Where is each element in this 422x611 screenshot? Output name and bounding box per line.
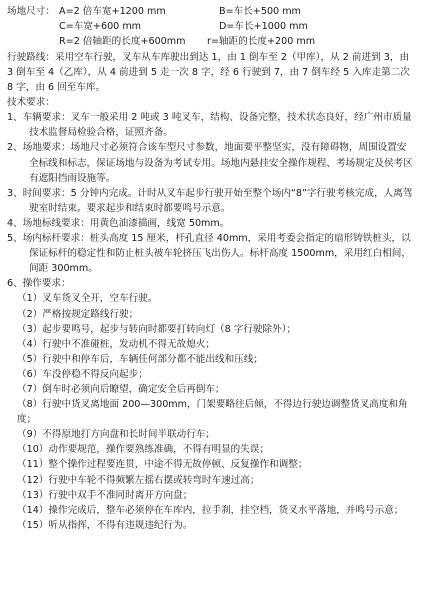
formula-a: A=2 倍车宽+1200 mm <box>59 6 166 17</box>
site-size-row-1 <box>7 4 414 19</box>
tech-item-4: 4、场地标线要求：用黄色油漆描画，线宽 50mm。 <box>7 217 230 229</box>
tech-item-3: 3、时间要求：5 分钟内完成。计时从叉车起步行驶开始至整个场内“8”字行驶考核完成，人离驾驶室时结束。要求起步和结束时都要鸣号示意。 <box>7 187 413 214</box>
op-item-14: （14）操作完成后，整车必须停在车库内，拉手刹，挂空档，货叉水平落地，并鸣号示意； <box>17 504 404 516</box>
op-item-11: （11）整个操作过程要连贯，中途不得无故停顿、反复操作和调整； <box>17 459 308 471</box>
op-item-6: （6）车没停稳不得反向起步； <box>17 368 148 380</box>
op-item-3: （3）起步要鸣号，起步与转向时都要打转向灯（8 字行驶除外）； <box>17 323 297 335</box>
op-item-15: （15）听从指挥，不得有违规违纪行为。 <box>17 519 193 531</box>
tech-item-6: 6、操作要求： <box>7 278 71 290</box>
formula-small-r: r=轴距的长度+200 mm <box>207 36 316 47</box>
formula-c: C=车宽+600 mm <box>59 21 142 32</box>
tech-item-5: 5、场内标杆要求：桩头高度 15 厘米，杆孔直径 40mm，采用考委会指定的扇形铸铁桩头，以保证标杆的稳定性和防止桩头被车轮挤压飞出伤人。标杆高度 1500mm，采用红白相间，间距 300mm。 <box>7 233 411 275</box>
site-size-row-2 <box>7 19 414 34</box>
route-paragraph: 行驶路线：采用空车行驶，叉车从车库驶出到达 1，由 1 倒车至 2（甲库），从 2 前进到 3，由 3 倒车至 4（乙库），从 4 前进到 5 走一次 8 字，经 6 行驶到 7，由 7 倒车经 5 入库走第二次 8 字，由 6 回至车库。 <box>7 52 410 94</box>
op-item-4: （4）行驶中不准碰桩，发动机不得无故熄火； <box>17 338 215 350</box>
op-item-5: （5）行驶中和停车后，车辆任何部分都不能出线和压线； <box>17 353 263 365</box>
tech-item-1: 1、车辆要求：叉车一般采用 2 吨或 3 吨叉车，结构、设备完整，技术状态良好，经广州市质量技术监督局检验合格，证照齐备。 <box>7 112 412 139</box>
op-item-13: （13）行驶中双手不准同时离开方向盘； <box>17 489 193 501</box>
op-item-7: （7）倒车时必须向后瞭望，确定安全后再倒车； <box>17 383 225 395</box>
tech-title: 技术要求： <box>7 97 55 109</box>
formula-d: D=车长+1000 mm <box>219 21 308 32</box>
site-size-row-3 <box>7 34 414 49</box>
site-size-label: 场地尺寸： <box>7 6 55 17</box>
tech-item-2: 2、场地要求：场地尺寸必须符合该车型尺寸参数，地面要平整坚实，没有障碍物，周围设置安全标线和标志，保证场地与设备为考试专用。场地内悬挂安全操作规程、考场规定及侯考区有遮阳挡雨设施等。 <box>7 142 413 184</box>
op-item-1: （1）叉车货叉全开，空车行驶。 <box>17 293 158 305</box>
op-item-2: （2）严格按规定路线行驶； <box>17 308 139 320</box>
formula-big-r: R=2 倍轴距的长度+600mm <box>59 36 186 47</box>
op-item-12: （12）行驶中车轮不得频繁左摇右摆或转弯时车速过高； <box>17 474 260 486</box>
op-item-9: （9）不得原地打方向盘和长时间半联动行车； <box>17 429 215 441</box>
formula-b: B=车长+500 mm <box>219 6 301 17</box>
op-item-8: （8）行驶中货叉离地面 200—300mm，门架要略往后倾，不得边行驶边调整货叉高度和角度； <box>17 399 408 426</box>
op-item-10: （10）动作要规范，操作要熟练准确，不得有明显的失误； <box>17 444 270 456</box>
